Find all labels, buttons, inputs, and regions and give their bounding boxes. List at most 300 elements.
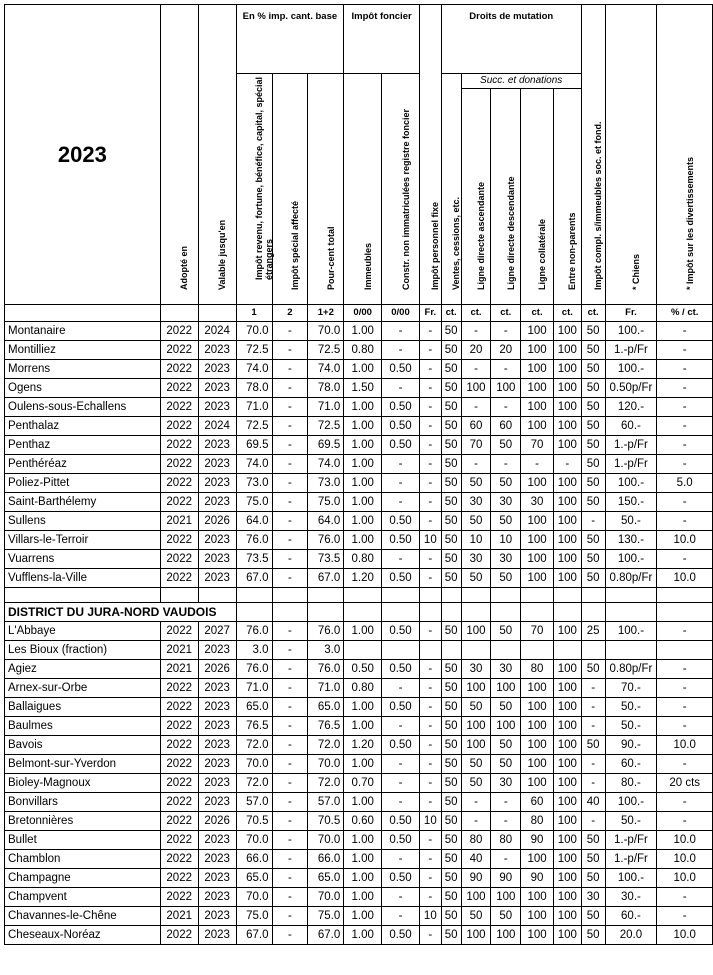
cell: 30 [461,550,491,569]
cell: 50 [441,512,461,531]
cell: 100 [553,888,581,907]
cell [491,641,521,660]
cell: 2022 [160,569,198,588]
cell: 100 [461,379,491,398]
commune-name: Penthéréaz [5,455,161,474]
cell: 100 [553,398,581,417]
cell: 72.0 [236,774,272,793]
cell: 70.0 [308,755,344,774]
cell: 70.0 [308,831,344,850]
commune-name: Saint-Barthélemy [5,493,161,512]
cell: 2021 [160,660,198,679]
cell: 0.80 [344,679,382,698]
cell: 100 [461,622,491,641]
cell: - [272,888,308,907]
table-row [5,774,713,793]
cell: - [491,850,521,869]
commune-name: Penthalaz [5,417,161,436]
cell: 72.0 [308,736,344,755]
cell: 50 [441,398,461,417]
cell: 50 [581,850,605,869]
cell: 60.- [605,417,657,436]
cell: 65.0 [308,869,344,888]
cell: 70.5 [236,812,272,831]
cell: - [419,698,441,717]
group-foncier: Impôt foncier [344,5,420,74]
cell: 100 [461,736,491,755]
cell: 10.0 [657,869,713,888]
cell: - [382,907,420,926]
cell: 1.00 [344,512,382,531]
table-row [5,436,713,455]
cell: 2022 [160,455,198,474]
cell: 2024 [198,322,236,341]
col-revenu: Impôt revenu, fortune, bénéfice, capital, spécial étrangers [254,76,275,280]
table-row [5,398,713,417]
table-row [5,698,713,717]
cell: 2023 [198,550,236,569]
cell: - [272,812,308,831]
cell: 66.0 [308,850,344,869]
cell: 100 [491,679,521,698]
cell: 64.0 [308,512,344,531]
cell: 100 [553,550,581,569]
cell: 2022 [160,322,198,341]
cell: 72.5 [308,417,344,436]
cell: 50 [491,569,521,588]
cell: - [382,322,420,341]
cell: 50 [461,755,491,774]
cell: 10 [419,812,441,831]
col-special: Impôt spécial affecté [289,200,300,290]
cell: 78.0 [308,379,344,398]
cell: 50 [441,793,461,812]
cell: 72.0 [308,774,344,793]
cell: 50 [581,474,605,493]
table-row [5,417,713,436]
cell: 67.0 [308,926,344,945]
cell: 2026 [198,812,236,831]
cell: 1.-p/Fr [605,341,657,360]
cell: 2023 [198,493,236,512]
cell: - [272,474,308,493]
cell: 2022 [160,698,198,717]
cell: 2023 [198,641,236,660]
cell: - [657,493,713,512]
cell: 1.-p/Fr [605,831,657,850]
cell: 90.- [605,736,657,755]
cell: 50 [441,679,461,698]
cell: 50 [461,907,491,926]
spacer-row [5,588,713,603]
cell: - [272,907,308,926]
cell: 2023 [198,698,236,717]
cell: 120.- [605,398,657,417]
cell: - [382,455,420,474]
cell: - [382,755,420,774]
cell: 1.00 [344,455,382,474]
cell: - [382,888,420,907]
cell: 0.50 [382,417,420,436]
cell: - [419,926,441,945]
commune-rows-a [5,322,713,588]
cell: - [419,550,441,569]
cell: - [491,322,521,341]
cell: 50 [581,455,605,474]
cell: 100 [521,774,554,793]
cell: - [419,755,441,774]
cell: 2022 [160,398,198,417]
cell: - [657,436,713,455]
cell: 50 [581,341,605,360]
cell: 70.0 [236,831,272,850]
cell: 10.0 [657,531,713,550]
cell: - [657,622,713,641]
cell [419,641,441,660]
cell: 50.- [605,512,657,531]
table-row [5,755,713,774]
cell: 2023 [198,793,236,812]
cell: 50 [441,622,461,641]
cell: 50 [581,926,605,945]
cell: 2022 [160,550,198,569]
table-row [5,850,713,869]
cell: 30.- [605,888,657,907]
cell: 2022 [160,717,198,736]
cell: 50 [441,736,461,755]
commune-name: Bonvillars [5,793,161,812]
cell: 50 [441,755,461,774]
cell: 73.0 [308,474,344,493]
cell: 80 [521,812,554,831]
cell: - [272,417,308,436]
cell: - [272,398,308,417]
cell: - [272,755,308,774]
table-row [5,341,713,360]
cell: 30 [491,660,521,679]
cell: 50 [441,550,461,569]
cell: 50 [441,360,461,379]
cell: 1.00 [344,622,382,641]
group-droits: Droits de mutation [441,5,581,74]
cell: 50 [491,755,521,774]
col-divertissements: * Impôt sur les divertissements [684,156,695,290]
table-row [5,360,713,379]
cell: - [461,398,491,417]
cell: - [272,698,308,717]
cell: 0.50 [382,531,420,550]
cell: 100 [553,379,581,398]
cell: - [272,660,308,679]
cell: 2026 [198,660,236,679]
cell: - [657,417,713,436]
cell: 2022 [160,679,198,698]
cell: 0.50 [382,360,420,379]
cell: 50 [441,341,461,360]
cell: - [657,379,713,398]
cell: 100 [461,679,491,698]
units-row: 1 2 1+2 0/00 0/00 Fr. ct. ct. ct. ct. ct. ct. Fr. % / ct. [5,305,713,322]
cell: 2023 [198,531,236,550]
cell: - [657,360,713,379]
cell: 73.0 [236,474,272,493]
cell: 76.5 [308,717,344,736]
cell: 2023 [198,907,236,926]
cell: 50 [441,493,461,512]
cell: 2022 [160,888,198,907]
cell: 90 [521,831,554,850]
cell: - [272,341,308,360]
cell: 100.- [605,793,657,812]
cell: 50 [581,907,605,926]
cell: 50 [461,569,491,588]
table-row [5,812,713,831]
cell: 76.0 [308,622,344,641]
cell: 100 [553,793,581,812]
cell: 50 [461,774,491,793]
cell: - [419,379,441,398]
cell: 1.00 [344,698,382,717]
cell: - [657,455,713,474]
cell: 1.-p/Fr [605,850,657,869]
cell: 90 [461,869,491,888]
cell: 50 [441,322,461,341]
cell: 100 [491,926,521,945]
cell: 67.0 [236,569,272,588]
cell: 100 [521,417,554,436]
cell: 50 [581,436,605,455]
col-descendante: Ligne directe descendante [505,176,516,290]
cell: - [461,455,491,474]
cell: 0.50 [382,698,420,717]
cell: 2024 [198,417,236,436]
cell: 100 [553,531,581,550]
cell: 10 [419,907,441,926]
cell: - [272,322,308,341]
cell: 74.0 [308,455,344,474]
cell: 70.0 [236,888,272,907]
cell: 50 [581,531,605,550]
commune-name: Villars-le-Terroir [5,531,161,550]
cell: 72.0 [236,736,272,755]
cell: 100.- [605,474,657,493]
cell: 1.00 [344,398,382,417]
cell: - [491,455,521,474]
table-row [5,531,713,550]
cell: - [419,493,441,512]
cell: 75.0 [236,907,272,926]
cell: 100 [553,341,581,360]
cell: 50 [461,512,491,531]
cell: 60 [491,417,521,436]
cell: 74.0 [236,360,272,379]
cell: 65.0 [236,869,272,888]
cell: 60.- [605,907,657,926]
cell: 76.5 [236,717,272,736]
cell: 100 [553,622,581,641]
table-row [5,550,713,569]
cell: 40 [461,850,491,869]
cell: - [272,641,308,660]
cell: 50 [441,850,461,869]
table-row [5,793,713,812]
commune-name: Agiez [5,660,161,679]
cell: 50 [581,379,605,398]
cell: 76.0 [236,622,272,641]
cell: 90 [491,869,521,888]
cell: 10.0 [657,831,713,850]
cell: - [521,455,554,474]
cell: 74.0 [236,455,272,474]
cell: 2023 [198,888,236,907]
table-row [5,512,713,531]
cell: 2022 [160,793,198,812]
commune-name: Vuarrens [5,550,161,569]
cell: 71.0 [308,398,344,417]
cell: - [419,398,441,417]
col-total: Pour-cent total [325,226,336,290]
cell: - [461,793,491,812]
cell: 2023 [198,436,236,455]
commune-name: Bioley-Magnoux [5,774,161,793]
cell: 100 [553,322,581,341]
cell: 80 [491,831,521,850]
commune-name: Chavannes-le-Chêne [5,907,161,926]
cell: 67.0 [308,569,344,588]
cell: 50 [441,436,461,455]
cell: 30 [491,550,521,569]
cell: 100 [521,717,554,736]
cell: 2023 [198,717,236,736]
cell: 50 [581,831,605,850]
cell: 50 [491,474,521,493]
cell: 50 [491,736,521,755]
cell: 2022 [160,755,198,774]
cell: - [419,512,441,531]
cell: 70.0 [308,888,344,907]
cell: 60 [461,417,491,436]
cell: 1.-p/Fr [605,436,657,455]
cell: - [272,531,308,550]
cell: 20 cts [657,774,713,793]
cell: 100 [521,569,554,588]
cell: 20 [491,341,521,360]
cell: 2023 [198,850,236,869]
cell: 100 [553,717,581,736]
cell: 10.0 [657,569,713,588]
cell: 60.- [605,755,657,774]
commune-name: Champvent [5,888,161,907]
cell: 65.0 [236,698,272,717]
cell: 10.0 [657,736,713,755]
cell: - [657,888,713,907]
cell: 75.0 [308,493,344,512]
tax-table-sheet [4,4,713,945]
cell: - [272,736,308,755]
cell: 100 [521,698,554,717]
cell: - [272,379,308,398]
col-ventes: Ventes, cessions, etc. [451,196,462,290]
cell: 2021 [160,907,198,926]
cell: 1.00 [344,322,382,341]
cell: 100 [521,341,554,360]
cell: 2022 [160,341,198,360]
cell: 100 [553,831,581,850]
cell: 73.5 [236,550,272,569]
cell: 100 [553,660,581,679]
col-constr: Constr. non immatriculées registre foncier [400,108,411,290]
cell: - [657,512,713,531]
cell: 2023 [198,869,236,888]
cell: 100 [553,569,581,588]
cell: 0.80p/Fr [605,660,657,679]
cell: 70.- [605,679,657,698]
commune-name: Cheseaux-Noréaz [5,926,161,945]
cell: 100 [491,717,521,736]
cell: 1.00 [344,360,382,379]
cell: 80 [461,831,491,850]
cell: 69.5 [308,436,344,455]
commune-name: Chamblon [5,850,161,869]
cell [521,641,554,660]
cell: - [657,398,713,417]
col-adopte: Adopté en [179,246,190,290]
cell: 10 [461,531,491,550]
commune-name: Ogens [5,379,161,398]
cell: 64.0 [236,512,272,531]
cell: 100 [553,869,581,888]
cell: 2023 [198,474,236,493]
cell: 50 [441,417,461,436]
table-row [5,736,713,755]
commune-name: Arnex-sur-Orbe [5,679,161,698]
commune-name: Montilliez [5,341,161,360]
cell: 78.0 [236,379,272,398]
cell: 0.50 [382,736,420,755]
cell: 73.5 [308,550,344,569]
cell: 30 [461,660,491,679]
commune-name: Bretonnières [5,812,161,831]
commune-name: Bullet [5,831,161,850]
district-heading: DISTRICT DU JURA-NORD VAUDOIS [5,603,237,622]
cell: - [272,569,308,588]
cell: - [419,831,441,850]
cell: - [553,455,581,474]
cell: - [382,679,420,698]
cell: 10.0 [657,926,713,945]
cell: 100.- [605,550,657,569]
cell: 130.- [605,531,657,550]
cell: 50 [441,869,461,888]
col-chiens: * Chiens [630,253,641,290]
cell: 100 [491,888,521,907]
cell: - [419,850,441,869]
cell: 0.50 [382,398,420,417]
cell: - [382,550,420,569]
cell: - [657,322,713,341]
cell: 100 [553,812,581,831]
cell: - [581,717,605,736]
cell: - [382,774,420,793]
cell: - [419,569,441,588]
cell: 70 [521,436,554,455]
cell: - [419,869,441,888]
cell: 75.0 [236,493,272,512]
cell: - [419,436,441,455]
cell: 1.00 [344,493,382,512]
cell: 100 [521,679,554,698]
cell: 72.5 [236,341,272,360]
